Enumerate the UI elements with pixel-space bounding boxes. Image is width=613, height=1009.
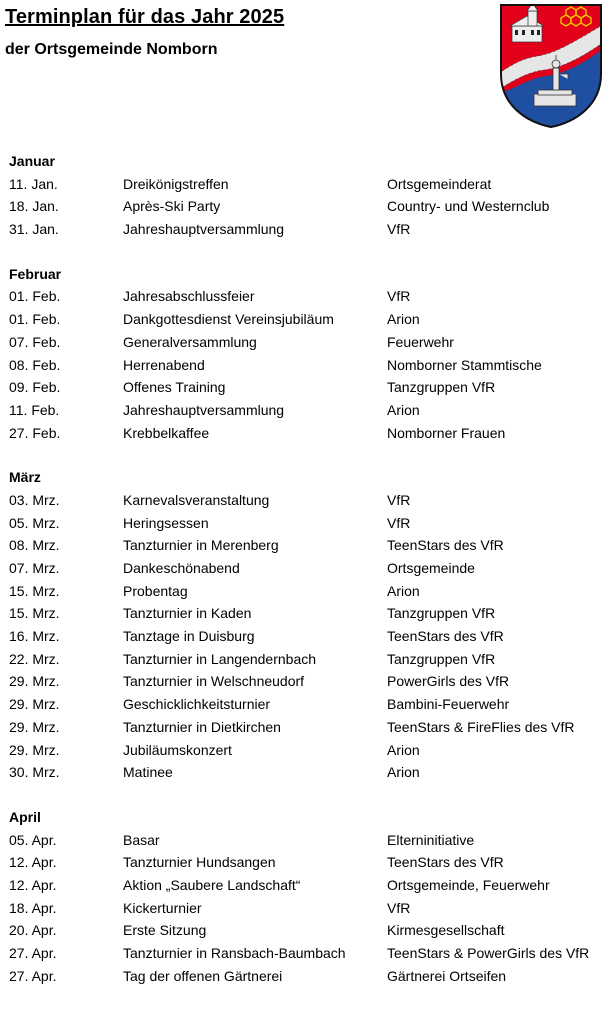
event-row — [0, 829, 613, 852]
event-date: 30. Mrz. — [9, 764, 60, 781]
event-date: 18. Apr. — [9, 899, 57, 916]
event-row — [0, 399, 613, 422]
event-date: 31. Jan. — [9, 221, 59, 238]
event-date: 18. Jan. — [9, 198, 59, 215]
event-name: Aktion „Saubere Landschaft“ — [123, 876, 301, 893]
event-name: Tanzturnier in Merenberg — [123, 537, 279, 554]
schedule-list — [0, 150, 613, 1009]
event-organizer: VfR — [387, 899, 411, 916]
event-row — [0, 648, 613, 671]
event-row — [0, 625, 613, 648]
event-date: 29. Mrz. — [9, 673, 60, 690]
event-date: 15. Mrz. — [9, 605, 60, 622]
month-heading: April — [9, 808, 41, 825]
event-organizer: Arion — [387, 582, 420, 599]
event-organizer: Ortsgemeinde, Feuerwehr — [387, 876, 550, 893]
event-row — [0, 874, 613, 897]
event-name: Tanzturnier in Dietkirchen — [123, 718, 281, 735]
event-name: Tanzturnier in Langendernbach — [123, 650, 317, 667]
event-date: 12. Apr. — [9, 876, 57, 893]
event-row — [0, 285, 613, 308]
event-date: 07. Mrz. — [9, 560, 60, 576]
event-name: Kickerturnier — [123, 899, 202, 916]
event-name: Geschicklichkeitsturnier — [123, 696, 271, 713]
event-name: Probentag — [123, 582, 188, 599]
event-organizer: Feuerwehr — [387, 333, 454, 350]
event-date: 20. Apr. — [9, 922, 57, 939]
event-organizer: VfR — [387, 491, 411, 508]
event-organizer: VfR — [387, 221, 411, 238]
event-name: Offenes Training — [123, 379, 226, 396]
event-organizer: Nomborner Stammtische — [387, 356, 542, 373]
event-name: Matinee — [123, 764, 173, 781]
event-organizer: Nomborner Frauen — [387, 424, 506, 441]
event-organizer: Ortsgemeinde — [387, 560, 475, 576]
month-section — [0, 263, 613, 445]
event-name: Krebbelkaffee — [123, 424, 210, 441]
page-title: Terminplan für das Jahr 2025 — [5, 6, 285, 28]
event-row — [0, 739, 613, 762]
event-row — [0, 422, 613, 445]
event-row — [0, 557, 613, 580]
event-date: 08. Mrz. — [9, 537, 60, 554]
event-date: 27. Apr. — [9, 945, 57, 961]
event-organizer: Country- und Westernclub — [387, 198, 550, 215]
event-row — [0, 376, 613, 399]
event-organizer: Elterninitiative — [387, 831, 475, 848]
month-section — [0, 150, 613, 241]
event-date: 07. Feb. — [9, 333, 61, 350]
event-organizer: TeenStars & PowerGirls des VfR — [387, 945, 590, 961]
event-date: 05. Apr. — [9, 831, 57, 848]
event-date: 01. Feb. — [9, 311, 61, 328]
event-row — [0, 851, 613, 874]
event-organizer: Tanzgruppen VfR — [387, 379, 496, 396]
event-row — [0, 308, 613, 331]
event-row — [0, 965, 613, 988]
event-row — [0, 693, 613, 716]
event-organizer: Ortsgemeinderat — [387, 175, 492, 192]
event-row — [0, 489, 613, 512]
event-row — [0, 942, 613, 965]
event-name: Tanzturnier in Ransbach-Baumbach — [123, 945, 346, 961]
event-organizer: VfR — [387, 514, 411, 531]
event-name: Après-Ski Party — [123, 198, 221, 215]
event-name: Heringsessen — [123, 514, 209, 531]
event-date: 08. Feb. — [9, 356, 61, 373]
event-name: Jahreshauptversammlung — [123, 401, 285, 418]
month-section — [0, 806, 613, 988]
event-name: Generalversammlung — [123, 333, 257, 350]
event-row — [0, 670, 613, 693]
event-organizer: Arion — [387, 764, 420, 781]
event-organizer: Gärtnerei Ortseifen — [387, 967, 507, 984]
event-organizer: TeenStars des VfR — [387, 537, 504, 554]
event-organizer: VfR — [387, 288, 411, 305]
event-date: 29. Mrz. — [9, 696, 60, 713]
event-date: 15. Mrz. — [9, 582, 60, 599]
event-date: 29. Mrz. — [9, 741, 60, 758]
event-name: Tanzturnier in Kaden — [123, 605, 252, 622]
event-name: Tanztage in Duisburg — [123, 628, 255, 645]
event-date: 03. Mrz. — [9, 491, 60, 508]
event-organizer: Arion — [387, 401, 420, 418]
event-organizer: PowerGirls des VfR — [387, 673, 510, 690]
month-heading: Februar — [9, 265, 62, 282]
page-subtitle: der Ortsgemeinde Nomborn — [5, 41, 218, 58]
event-date: 11. Feb. — [9, 401, 60, 418]
month-heading: März — [9, 469, 41, 486]
event-organizer: TeenStars des VfR — [387, 854, 504, 871]
event-organizer: Bambini-Feuerwehr — [387, 696, 510, 713]
coat-of-arms-icon — [498, 2, 604, 129]
event-row — [0, 331, 613, 354]
event-organizer: Tanzgruppen VfR — [387, 605, 496, 622]
event-name: Dankgottesdienst Vereinsjubiläum — [123, 311, 334, 328]
event-organizer: TeenStars & FireFlies des VfR — [387, 718, 575, 735]
event-row — [0, 195, 613, 218]
event-organizer: Kirmesgesellschaft — [387, 922, 505, 939]
event-row — [0, 602, 613, 625]
event-organizer: Arion — [387, 741, 420, 758]
event-date: 05. Mrz. — [9, 514, 60, 531]
event-organizer: TeenStars des VfR — [387, 628, 504, 645]
event-row — [0, 716, 613, 739]
event-date: 09. Feb. — [9, 379, 61, 396]
event-row — [0, 173, 613, 196]
event-organizer: Arion — [387, 311, 420, 328]
event-date: 16. Mrz. — [9, 628, 60, 645]
event-name: Karnevalsveranstaltung — [123, 491, 270, 508]
event-date: 22. Mrz. — [9, 650, 60, 667]
event-row — [0, 897, 613, 920]
event-name: Tanzturnier Hundsangen — [123, 854, 276, 871]
event-date: 29. Mrz. — [9, 718, 60, 735]
event-name: Dankeschönabend — [123, 560, 240, 576]
event-row — [0, 761, 613, 784]
event-name: Jahresabschlussfeier — [123, 288, 255, 305]
event-name: Dreikönigstreffen — [123, 175, 229, 192]
month-heading: Januar — [9, 153, 55, 169]
event-name: Tag der offenen Gärtnerei — [123, 967, 283, 984]
event-name: Herrenabend — [123, 356, 205, 373]
month-section — [0, 466, 613, 784]
event-row — [0, 218, 613, 241]
event-row — [0, 512, 613, 535]
event-name: Tanzturnier in Welschneudorf — [123, 673, 305, 690]
event-name: Erste Sitzung — [123, 922, 207, 939]
event-date: 01. Feb. — [9, 288, 61, 305]
event-date: 12. Apr. — [9, 854, 57, 871]
event-row — [0, 919, 613, 942]
event-row — [0, 580, 613, 603]
event-name: Jubiläumskonzert — [123, 741, 232, 758]
event-name: Jahreshauptversammlung — [123, 221, 285, 238]
event-name: Basar — [123, 831, 160, 848]
event-row — [0, 354, 613, 377]
event-date: 11. Jan. — [9, 175, 58, 192]
event-date: 27. Apr. — [9, 967, 57, 984]
event-date: 27. Feb. — [9, 424, 61, 441]
event-row — [0, 534, 613, 557]
event-organizer: Tanzgruppen VfR — [387, 650, 496, 667]
